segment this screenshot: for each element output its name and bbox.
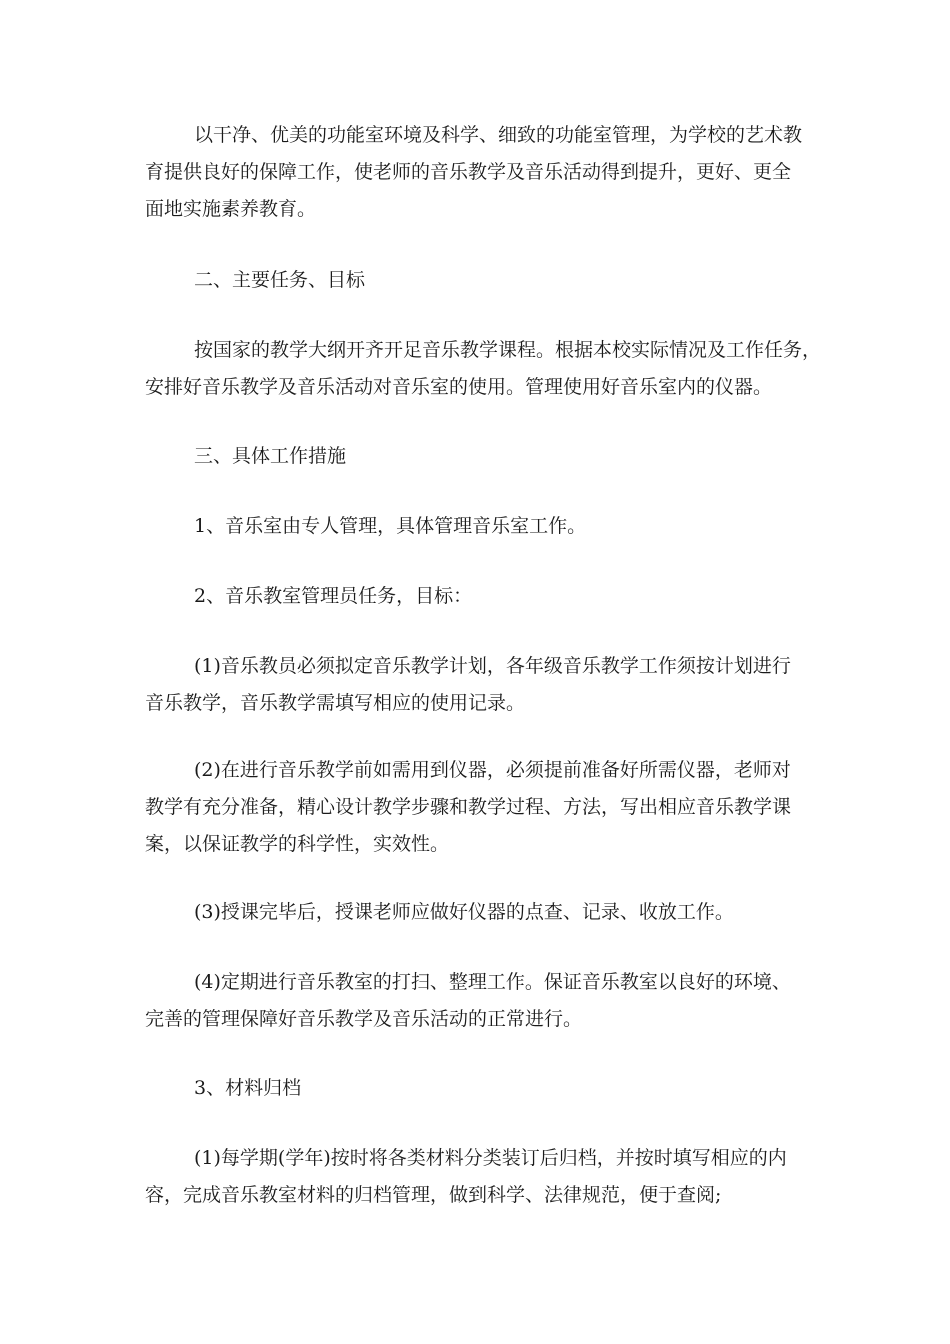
- text-line: (1)音乐教员必须拟定音乐教学计划，各年级音乐教学工作须按计划进行: [194, 655, 791, 677]
- text-line: 面地实施素养教育。: [145, 198, 317, 220]
- sub-item-3-1: [145, 1140, 810, 1214]
- text-line: 音乐教学，音乐教学需填写相应的使用记录。: [145, 692, 526, 714]
- text-line: 案，以保证教学的科学性，实效性。: [145, 833, 450, 855]
- intro-paragraph: [145, 117, 810, 228]
- sub-item-2-4: [145, 964, 810, 1038]
- section-heading-measures: [145, 438, 810, 475]
- list-item-3: [145, 1070, 810, 1107]
- text-line: 教学有充分准备，精心设计教学步骤和教学过程、方法，写出相应音乐教学课: [145, 796, 792, 818]
- text-line: 2、音乐教室管理员任务，目标：: [194, 585, 473, 607]
- text-line: 1、音乐室由专人管理，具体管理音乐室工作。: [194, 515, 587, 537]
- text-line: 育提供良好的保障工作，使老师的音乐教学及音乐活动得到提升，更好、更全: [145, 161, 792, 183]
- text-line: (2)在进行音乐教学前如需用到仪器，必须提前准备好所需仪器，老师对: [194, 759, 791, 781]
- sub-item-2-3: [145, 894, 810, 931]
- text-line: 容，完成音乐教室材料的归档管理，做到科学、法律规范，便于查阅;: [145, 1184, 722, 1206]
- text-line: (1)每学期(学年)按时将各类材料分类装订后归档，并按时填写相应的内: [194, 1147, 787, 1169]
- heading-text: 三、具体工作措施: [194, 445, 347, 467]
- heading-text: 二、主要任务、目标: [194, 269, 366, 291]
- text-line: (3)授课完毕后，授课老师应做好仪器的点查、记录、收放工作。: [194, 901, 734, 923]
- sub-item-2-2: [145, 752, 810, 863]
- text-line: 按国家的教学大纲开齐开足音乐教学课程。根据本校实际情况及工作任务，: [194, 339, 822, 361]
- text-line: (4)定期进行音乐教室的打扫、整理工作。保证音乐教室以良好的环境、: [194, 971, 791, 993]
- text-line: 3、材料归档: [194, 1077, 302, 1099]
- text-line: 安排好音乐教学及音乐活动对音乐室的使用。管理使用好音乐室内的仪器。: [145, 376, 773, 398]
- list-item-2: [145, 578, 810, 615]
- list-item-1: [145, 508, 810, 545]
- tasks-paragraph: [145, 332, 822, 406]
- text-line: 以干净、优美的功能室环境及科学、细致的功能室管理，为学校的艺术教: [194, 124, 803, 146]
- text-line: 完善的管理保障好音乐教学及音乐活动的正常进行。: [145, 1008, 583, 1030]
- section-heading-main-tasks: [145, 262, 810, 299]
- sub-item-2-1: [145, 648, 810, 722]
